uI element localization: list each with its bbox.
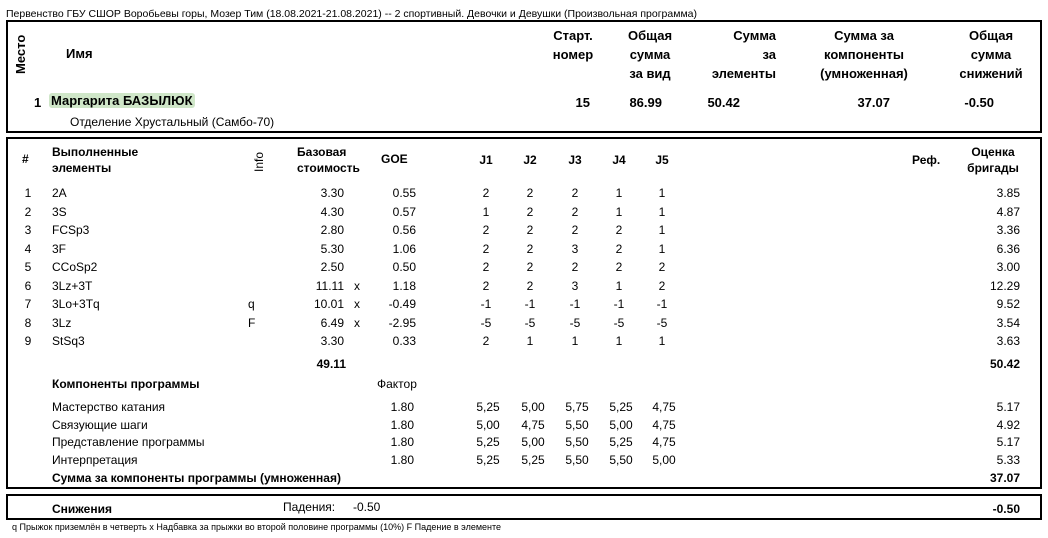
athlete-total-score: 86.99 (629, 95, 662, 110)
judge-2-header: J2 (523, 153, 537, 167)
info-header: Info (252, 151, 266, 172)
component-judge-2-score: 4,75 (521, 417, 545, 432)
element-base-value: 6.49 (320, 315, 344, 330)
element-panel-score: 3.54 (996, 315, 1020, 330)
components-total: 37.07 (989, 471, 1020, 485)
element-judge-5-score: 1 (658, 186, 666, 200)
element-row-num: 1 (24, 186, 32, 200)
element-judge-1-score: 2 (482, 260, 490, 274)
element-judge-4-score: 2 (615, 223, 623, 237)
element-code: StSq3 (52, 334, 85, 348)
judge-3-header: J3 (568, 153, 582, 167)
num-header: # (22, 152, 29, 166)
athlete-components-score: 37.07 (857, 95, 890, 110)
element-goe: -2.95 (388, 315, 416, 330)
component-name: Связующие шаги (52, 417, 148, 432)
component-judge-3-score: 5,50 (565, 453, 589, 468)
total-score-label: Общая сумма за вид (627, 28, 673, 81)
element-bonus-mark: x (354, 278, 360, 293)
component-score: 5.17 (996, 435, 1020, 450)
athlete-start-number: 15 (575, 95, 590, 110)
element-bonus-mark: x (354, 297, 360, 311)
base-value-header: Базовая стоимость (297, 145, 360, 175)
judge-4-header: J4 (612, 153, 626, 167)
base-value-total: 49.11 (316, 357, 346, 371)
element-judge-2-score: 2 (526, 241, 534, 256)
component-name: Представление программы (52, 435, 205, 450)
component-score: 4.92 (996, 417, 1020, 432)
element-panel-score: 3.36 (996, 223, 1020, 237)
element-judge-5-score: -1 (656, 297, 668, 311)
element-judge-4-score: 1 (615, 334, 623, 348)
components-score-label: Сумма за компоненты (умноженная) (820, 28, 908, 81)
element-header: Выполненные элементы (52, 145, 139, 175)
component-judge-2-score: 5,00 (521, 435, 545, 450)
element-judge-1-score: 2 (482, 241, 490, 256)
element-row-num: 2 (24, 204, 32, 219)
element-base-value: 2.80 (320, 223, 344, 237)
element-code: 3Lo+3Tq (52, 297, 100, 311)
element-goe: 1.06 (392, 241, 416, 256)
judge-1-header: J1 (479, 153, 493, 167)
element-base-value: 3.30 (320, 186, 344, 200)
component-judge-2-score: 5,25 (521, 453, 545, 468)
component-judge-4-score: 5,25 (609, 435, 633, 450)
element-judge-1-score: 2 (482, 334, 490, 348)
component-factor: 1.80 (390, 400, 414, 414)
element-panel-score: 4.87 (996, 204, 1020, 219)
element-row-num: 3 (24, 223, 32, 237)
component-name: Интерпретация (52, 453, 138, 468)
element-judge-3-score: 2 (571, 204, 579, 219)
deductions-box (6, 494, 1042, 520)
start-number-label: Старт. номер (552, 28, 594, 62)
element-base-value: 11.11 (315, 278, 344, 293)
component-name: Мастерство катания (52, 400, 166, 414)
components-total-label: Сумма за компоненты программы (умноженная) (52, 471, 341, 485)
element-judge-2-score: 2 (526, 260, 534, 274)
element-goe: 0.33 (392, 334, 416, 348)
element-row-num: 6 (24, 278, 32, 293)
element-base-value: 4.30 (320, 204, 344, 219)
element-goe: 0.56 (392, 223, 416, 237)
place-label: Место (13, 34, 28, 74)
components-title: Компоненты программы (52, 377, 200, 391)
footnote: q Прыжок приземлён в четверть x Надбавка за прыжки во второй половине программы (10%) F Падение в элементе (12, 522, 502, 532)
element-row-num: 5 (24, 260, 32, 274)
element-row-num: 4 (24, 241, 32, 256)
element-row-num: 7 (24, 297, 32, 311)
athlete-elements-score: 50.42 (707, 95, 740, 110)
element-base-value: 2.50 (320, 260, 344, 274)
component-factor: 1.80 (390, 453, 414, 468)
element-panel-score: 12.29 (989, 278, 1020, 293)
component-score: 5.33 (996, 453, 1020, 468)
element-judge-5-score: 1 (658, 241, 666, 256)
component-judge-4-score: 5,50 (609, 453, 633, 468)
athlete-name: Маргарита БАЗЫЛЮК (51, 93, 193, 108)
element-judge-1-score: 2 (482, 223, 490, 237)
element-judge-3-score: 2 (571, 186, 579, 200)
element-bonus-mark: x (354, 315, 360, 330)
element-judge-5-score: 2 (658, 260, 666, 274)
element-judge-3-score: 2 (571, 260, 579, 274)
component-judge-5-score: 5,00 (652, 453, 676, 468)
element-judge-2-score: 2 (526, 223, 534, 237)
element-code: 3Lz (52, 315, 72, 330)
element-row-num: 9 (24, 334, 32, 348)
factor-header: Фактор (377, 377, 417, 391)
element-judge-2-score: -5 (524, 315, 536, 330)
element-judge-1-score: 1 (482, 204, 490, 219)
element-goe: 0.55 (392, 186, 416, 200)
element-code: FCSp3 (52, 223, 90, 237)
element-goe: -0.49 (388, 297, 416, 311)
element-panel-score: 3.00 (996, 260, 1020, 274)
falls-label: Падения: (283, 500, 336, 514)
element-judge-2-score: 2 (526, 204, 534, 219)
element-judge-2-score: 1 (526, 334, 534, 348)
component-judge-1-score: 5,25 (476, 435, 500, 450)
element-judge-4-score: 1 (615, 186, 623, 200)
element-info: q (248, 297, 255, 311)
athlete-place: 1 (34, 95, 42, 110)
element-code: 2A (52, 186, 67, 200)
element-base-value: 5.30 (320, 241, 344, 256)
falls-value: -0.50 (353, 500, 381, 514)
element-judge-4-score: 2 (615, 241, 623, 256)
ref-header: Реф. (912, 153, 941, 167)
component-judge-5-score: 4,75 (652, 417, 676, 432)
deductions-total-label: Общая сумма снижений (959, 28, 1023, 81)
element-panel-score: 6.36 (996, 241, 1020, 256)
component-judge-3-score: 5,75 (565, 400, 589, 414)
element-code: 3F (52, 241, 67, 256)
element-judge-1-score: 2 (482, 278, 490, 293)
judge-5-header: J5 (655, 153, 669, 167)
element-base-value: 10.01 (313, 297, 344, 311)
goe-header: GOE (381, 152, 408, 166)
element-panel-score: 3.85 (996, 186, 1020, 200)
element-judge-5-score: -5 (656, 315, 668, 330)
element-judge-3-score: -1 (569, 297, 581, 311)
athlete-deductions: -0.50 (964, 95, 994, 110)
name-label: Имя (66, 46, 93, 61)
component-judge-3-score: 5,50 (565, 417, 589, 432)
element-judge-2-score: 2 (526, 186, 534, 200)
element-info: F (248, 315, 256, 330)
component-judge-1-score: 5,00 (476, 417, 500, 432)
element-panel-score: 9.52 (996, 297, 1020, 311)
element-panel-score: 3.63 (996, 334, 1020, 348)
element-judge-2-score: 2 (526, 278, 534, 293)
component-judge-1-score: 5,25 (476, 400, 500, 414)
deductions-total: -0.50 (992, 502, 1020, 516)
element-judge-2-score: -1 (524, 297, 536, 311)
element-judge-4-score: -5 (613, 315, 625, 330)
element-goe: 0.50 (392, 260, 416, 274)
component-judge-5-score: 4,75 (652, 400, 676, 414)
element-judge-3-score: 1 (571, 334, 579, 348)
element-base-value: 3.30 (320, 334, 344, 348)
panel-score-header: Оценка бригады (967, 145, 1019, 175)
element-judge-1-score: 2 (482, 186, 490, 200)
element-judge-3-score: 2 (571, 223, 579, 237)
element-goe: 0.57 (392, 204, 416, 219)
component-score: 5.17 (996, 400, 1020, 414)
component-factor: 1.80 (390, 417, 414, 432)
component-judge-2-score: 5,00 (521, 400, 545, 414)
component-judge-3-score: 5,50 (565, 435, 589, 450)
element-judge-3-score: 3 (571, 278, 579, 293)
element-judge-5-score: 1 (658, 334, 666, 348)
element-judge-5-score: 1 (658, 204, 666, 219)
element-judge-5-score: 2 (658, 278, 666, 293)
element-judge-3-score: 3 (571, 241, 579, 256)
component-judge-1-score: 5,25 (476, 453, 500, 468)
component-judge-4-score: 5,25 (609, 400, 633, 414)
element-goe: 1.18 (392, 278, 416, 293)
element-judge-3-score: -5 (569, 315, 581, 330)
element-code: 3Lz+3T (52, 278, 93, 293)
component-judge-4-score: 5,00 (609, 417, 633, 432)
protocol-header: Первенство ГБУ СШОР Воробьевы горы, Мозер Тим (18.08.2021-21.08.2021) -- 2 спортивный. Девочки и Девушки (Произвольная программа) (6, 8, 698, 20)
element-judge-4-score: 1 (615, 204, 623, 219)
deductions-label: Снижения (52, 502, 112, 516)
element-judge-4-score: 2 (615, 260, 623, 274)
component-factor: 1.80 (390, 435, 414, 450)
element-code: 3S (52, 204, 67, 219)
element-judge-4-score: 1 (615, 278, 623, 293)
element-judge-4-score: -1 (613, 297, 625, 311)
elements-score-total: 50.42 (989, 357, 1020, 371)
element-row-num: 8 (24, 315, 32, 330)
component-judge-5-score: 4,75 (652, 435, 676, 450)
athlete-club: Отделение Хрустальный (Самбо-70) (70, 115, 275, 129)
elements-score-label: Сумма за элементы (711, 28, 776, 81)
element-judge-1-score: -5 (480, 315, 492, 330)
element-code: CCoSp2 (52, 260, 98, 274)
element-judge-5-score: 1 (658, 223, 666, 237)
element-judge-1-score: -1 (480, 297, 492, 311)
